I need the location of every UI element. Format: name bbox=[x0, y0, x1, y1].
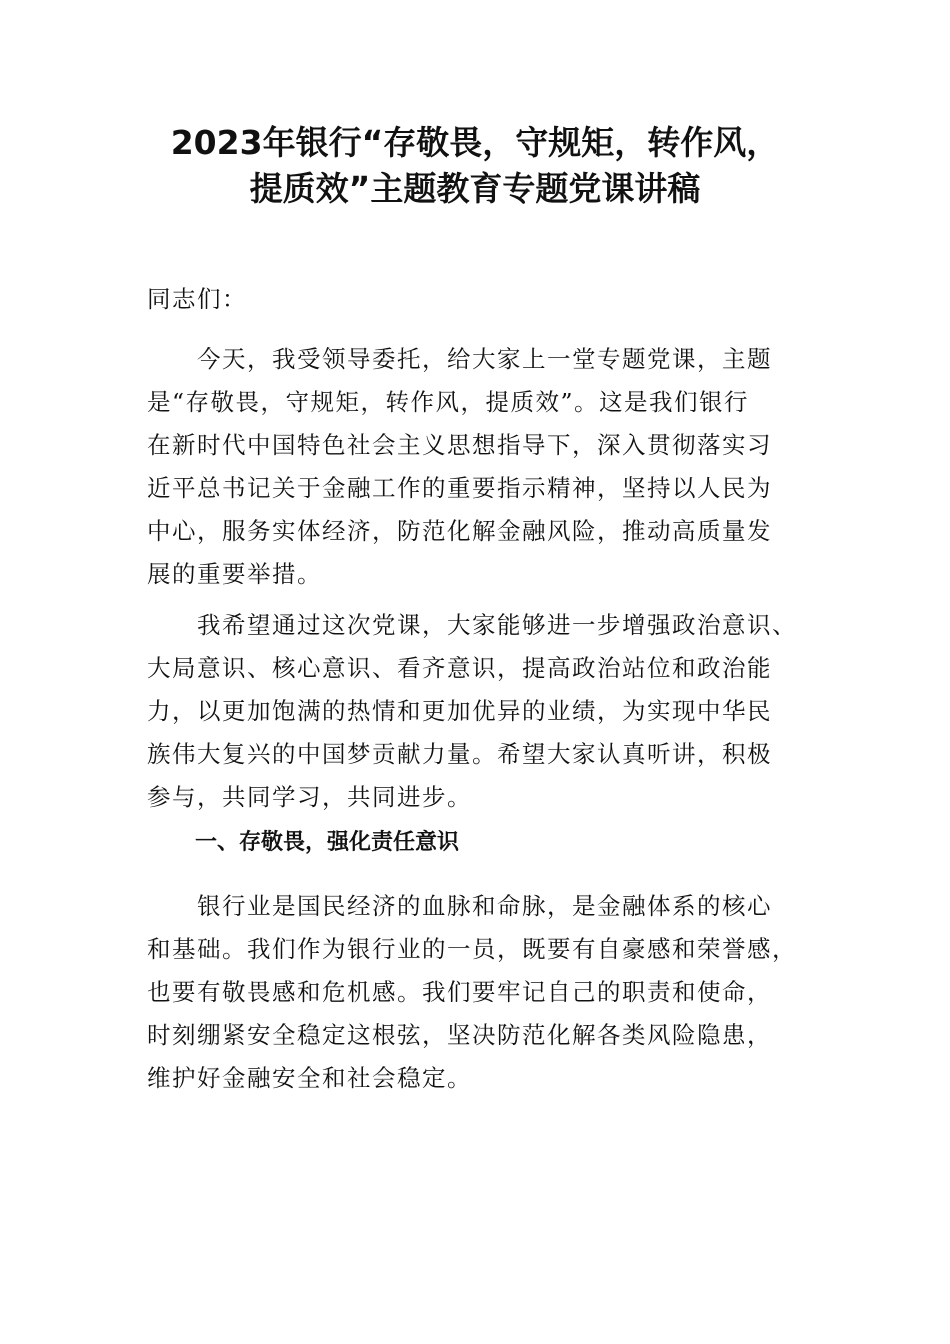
paragraph-hope bbox=[147, 604, 812, 819]
paragraph-line: 是“存敬畏，守规矩，转作风，提质效”。这是我们银行 bbox=[147, 388, 750, 416]
paragraph-section1 bbox=[147, 885, 812, 1100]
paragraph-line: 维护好金融安全和社会稳定。 bbox=[147, 1064, 472, 1092]
section-heading-1: 一、存敬畏，强化责任意识 bbox=[195, 830, 460, 855]
paragraph-line: 和基础。我们作为银行业的一员，既要有自豪感和荣誉感， bbox=[147, 935, 797, 963]
paragraph-line: 也要有敬畏感和危机感。我们要牢记自己的职责和使命， bbox=[147, 978, 772, 1006]
paragraph-line: 在新时代中国特色社会主义思想指导下，深入贯彻落实习 bbox=[147, 431, 772, 459]
greeting bbox=[147, 278, 812, 321]
greeting-text: 同志们： bbox=[147, 285, 247, 313]
document-title bbox=[100, 120, 850, 212]
title-line-1: 2023年银行“存敬畏，守规矩，转作风， bbox=[170, 123, 780, 162]
paragraph-line: 近平总书记关于金融工作的重要指示精神，坚持以人民为 bbox=[147, 474, 772, 502]
paragraph-line: 银行业是国民经济的血脉和命脉，是金融体系的核心 bbox=[147, 892, 772, 920]
paragraph-line: 大局意识、核心意识、看齐意识，提高政治站位和政治能 bbox=[147, 654, 772, 682]
title-line-2: 提质效”主题教育专题党课讲稿 bbox=[249, 169, 701, 208]
paragraph-intro bbox=[147, 338, 812, 596]
paragraph-line: 时刻绷紧安全稳定这根弦，坚决防范化解各类风险隐患， bbox=[147, 1021, 772, 1049]
paragraph-line: 力，以更加饱满的热情和更加优异的业绩，为实现中华民 bbox=[147, 697, 772, 725]
paragraph-line: 今天，我受领导委托，给大家上一堂专题党课，主题 bbox=[147, 345, 772, 373]
paragraph-line: 中心，服务实体经济，防范化解金融风险，推动高质量发 bbox=[147, 517, 772, 545]
paragraph-line: 我希望通过这次党课，大家能够进一步增强政治意识、 bbox=[147, 611, 797, 639]
paragraph-line: 展的重要举措。 bbox=[147, 560, 322, 588]
paragraph-line: 族伟大复兴的中国梦贡献力量。希望大家认真听讲，积极 bbox=[147, 740, 772, 768]
paragraph-line: 参与，共同学习，共同进步。 bbox=[147, 783, 472, 811]
